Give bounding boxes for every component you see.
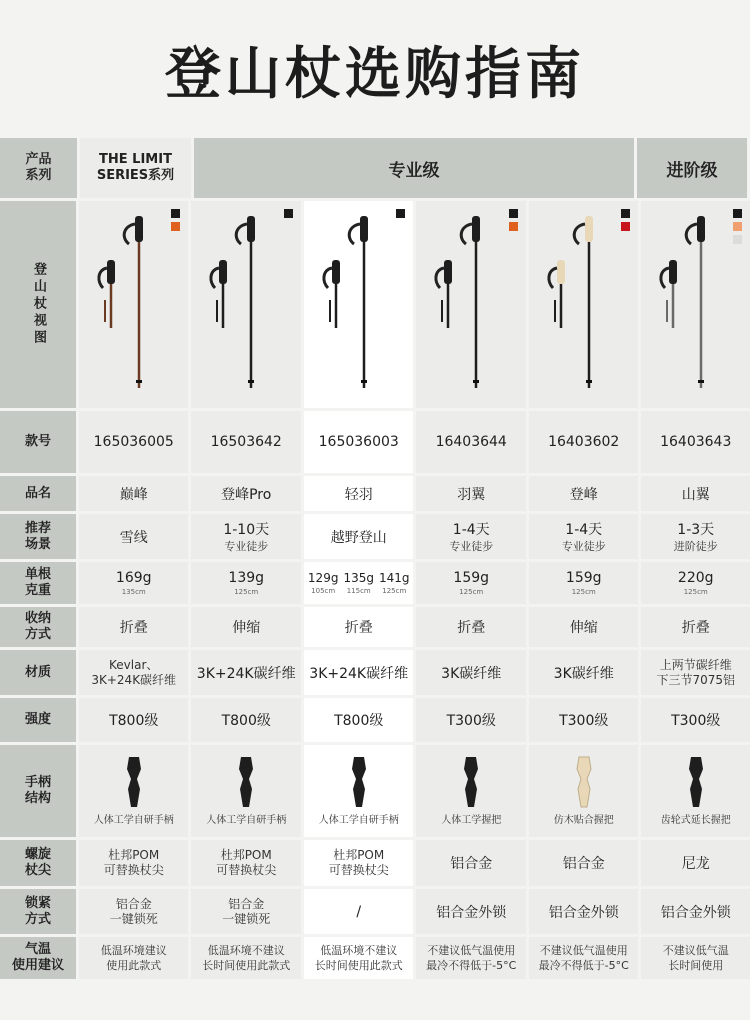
pole-image-5: [641, 201, 750, 408]
view-row: [0, 201, 750, 408]
series-label: 产品 系列: [0, 138, 77, 198]
color-swatch: [171, 209, 180, 218]
tip-cell: 铝合金: [529, 840, 639, 886]
grip-label-text: 人体工学自研手柄: [206, 814, 287, 826]
scene-main: 1-4天: [565, 522, 603, 538]
material-cell: Kevlar、 3K+24K碳纤维: [79, 650, 189, 695]
weight-cell: 139g 125cm: [191, 562, 301, 604]
model-label: 款号: [0, 411, 76, 473]
grip-cell: [304, 745, 414, 837]
lock-cell: /: [304, 889, 414, 934]
trekking-pole-icon: [89, 210, 179, 400]
trekking-pole-icon: [651, 210, 741, 400]
page-title: 登山杖选购指南: [165, 42, 585, 107]
scene-row: [0, 514, 750, 559]
material-cell: 3K碳纤维: [529, 650, 639, 695]
weight-cell: 129g 105cm 135g 115cm 141g 125cm: [304, 562, 414, 604]
grip-cell: [529, 745, 639, 837]
grip-icon: [456, 755, 486, 809]
color-swatch: [621, 222, 630, 231]
grip-label: 手柄 结构: [0, 745, 76, 837]
name-label: 品名: [0, 476, 76, 511]
color-swatch: [509, 222, 518, 231]
grip-label-text: 齿轮式延长握把: [660, 814, 731, 826]
grip-label-text: 人体工学握把: [441, 814, 502, 826]
color-swatch: [509, 209, 518, 218]
temp-cell: 低温环境建议 使用此款式: [79, 937, 189, 979]
strength-cell: T800级: [304, 698, 414, 742]
strength-cell: T800级: [79, 698, 189, 742]
name-cell: 山翼: [641, 476, 750, 511]
color-swatch: [396, 209, 405, 218]
tip-label: 螺旋 杖尖: [0, 840, 76, 886]
material-row: [0, 650, 750, 695]
grip-cell: [79, 745, 189, 837]
scene-main: 1-4天: [452, 522, 490, 538]
lock-label: 锁紧 方式: [0, 889, 76, 934]
fold-cell: 折叠: [304, 607, 414, 647]
strength-cell: T300级: [641, 698, 750, 742]
model-row: [0, 411, 750, 473]
trekking-pole-icon: [201, 210, 291, 400]
fold-cell: 伸缩: [191, 607, 301, 647]
trekking-pole-icon: [314, 210, 404, 400]
grip-label-text: 仿木贴合握把: [553, 814, 614, 826]
temp-cell: 低温环境不建议 长时间使用此款式: [191, 937, 301, 979]
tip-cell: 杜邦POM 可替换杖尖: [304, 840, 414, 886]
strength-cell: T800级: [191, 698, 301, 742]
grip-row: [0, 745, 750, 837]
color-swatch: [733, 222, 742, 231]
color-swatches: [509, 209, 518, 231]
weight-row: [0, 562, 750, 604]
fold-label: 收纳 方式: [0, 607, 76, 647]
weight-cell: 159g 125cm: [416, 562, 526, 604]
lock-cell: 铝合金外锁: [529, 889, 639, 934]
lock-cell: 铝合金 一键锁死: [79, 889, 189, 934]
tip-cell: 铝合金: [416, 840, 526, 886]
model-cell: 16503642: [191, 411, 301, 473]
scene-sub: 专业徒步: [449, 540, 494, 553]
header-row: [0, 138, 750, 198]
strength-label: 强度: [0, 698, 76, 742]
scene-main: 1-3天: [677, 522, 715, 538]
limit-series-header: THE LIMIT SERIES系列: [80, 138, 191, 198]
color-swatches: [284, 209, 293, 218]
pole-image-4: [529, 201, 639, 408]
name-row: [0, 476, 750, 511]
view-label-text: 登山杖视图: [30, 262, 46, 347]
name-cell: 登峰: [529, 476, 639, 511]
weight-cell: 220g 125cm: [641, 562, 750, 604]
scene-main: 越野登山: [330, 529, 387, 546]
material-cell: 上两节碳纤维 下三节7075铝: [641, 650, 750, 695]
grip-cell: [641, 745, 750, 837]
grip-icon: [569, 755, 599, 809]
material-label: 材质: [0, 650, 76, 695]
lock-row: [0, 889, 750, 934]
temp-cell: 不建议低气温使用 最冷不得低于-5°C: [529, 937, 639, 979]
advanced-level-header: 进阶级: [637, 138, 747, 198]
tip-row: [0, 840, 750, 886]
grip-icon: [681, 755, 711, 809]
color-swatches: [621, 209, 630, 231]
temp-cell: 不建议低气温 长时间使用: [641, 937, 750, 979]
lock-cell: 铝合金 一键锁死: [191, 889, 301, 934]
scene-cell: [416, 514, 526, 559]
lock-cell: 铝合金外锁: [416, 889, 526, 934]
model-cell: 16403644: [416, 411, 526, 473]
material-cell: 3K碳纤维: [416, 650, 526, 695]
strength-cell: T300级: [529, 698, 639, 742]
pole-image-1: [191, 201, 301, 408]
fold-cell: 折叠: [641, 607, 750, 647]
model-cell: 16403602: [529, 411, 639, 473]
lock-cell: 铝合金外锁: [641, 889, 750, 934]
pro-level-header: 专业级: [194, 138, 634, 198]
scene-main: 雪线: [119, 529, 148, 546]
name-cell: 轻羽: [304, 476, 414, 511]
name-cell: 巅峰: [79, 476, 189, 511]
scene-sub: 进阶徒步: [673, 540, 718, 553]
fold-row: [0, 607, 750, 647]
fold-cell: 折叠: [416, 607, 526, 647]
strength-cell: T300级: [416, 698, 526, 742]
temp-label: 气温 使用建议: [0, 937, 76, 979]
name-cell: 登峰Pro: [191, 476, 301, 511]
view-label: [0, 201, 76, 408]
scene-cell: [304, 514, 414, 559]
grip-icon: [344, 755, 374, 809]
scene-cell: [529, 514, 639, 559]
model-cell: 165036003: [304, 411, 414, 473]
pole-image-2: [304, 201, 414, 408]
fold-cell: 伸缩: [529, 607, 639, 647]
model-cell: 16403643: [641, 411, 750, 473]
grip-cell: [416, 745, 526, 837]
temp-row: [0, 937, 750, 979]
trekking-pole-icon: [426, 210, 516, 400]
scene-cell: [641, 514, 750, 559]
temp-cell: 不建议低气温使用 最冷不得低于-5°C: [416, 937, 526, 979]
pole-image-3: [416, 201, 526, 408]
comparison-table: [0, 138, 750, 982]
tip-cell: 杜邦POM 可替换杖尖: [79, 840, 189, 886]
color-swatches: [733, 209, 742, 244]
color-swatch: [733, 209, 742, 218]
tip-cell: 杜邦POM 可替换杖尖: [191, 840, 301, 886]
scene-cell: [79, 514, 189, 559]
scene-sub: 专业徒步: [561, 540, 606, 553]
strength-row: [0, 698, 750, 742]
grip-icon: [231, 755, 261, 809]
color-swatch: [621, 209, 630, 218]
material-cell: 3K+24K碳纤维: [304, 650, 414, 695]
grip-icon: [119, 755, 149, 809]
fold-cell: 折叠: [79, 607, 189, 647]
color-swatch: [284, 209, 293, 218]
scene-main: 1-10天: [223, 522, 270, 538]
pole-image-0: [79, 201, 189, 408]
grip-cell: [191, 745, 301, 837]
weight-cell: 169g 135cm: [79, 562, 189, 604]
color-swatch: [733, 235, 742, 244]
scene-cell: [191, 514, 301, 559]
material-cell: 3K+24K碳纤维: [191, 650, 301, 695]
grip-label-text: 人体工学自研手柄: [318, 814, 399, 826]
weight-cell: 159g 125cm: [529, 562, 639, 604]
color-swatches: [171, 209, 180, 231]
temp-cell: 低温环境不建议 长时间使用此款式: [304, 937, 414, 979]
color-swatches: [396, 209, 405, 218]
tip-cell: 尼龙: [641, 840, 750, 886]
trekking-pole-icon: [539, 210, 629, 400]
scene-label: 推荐 场景: [0, 514, 76, 559]
weight-label: 单根 克重: [0, 562, 76, 604]
grip-label-text: 人体工学自研手柄: [93, 814, 174, 826]
name-cell: 羽翼: [416, 476, 526, 511]
scene-sub: 专业徒步: [224, 540, 269, 553]
color-swatch: [171, 222, 180, 231]
model-cell: 165036005: [79, 411, 189, 473]
